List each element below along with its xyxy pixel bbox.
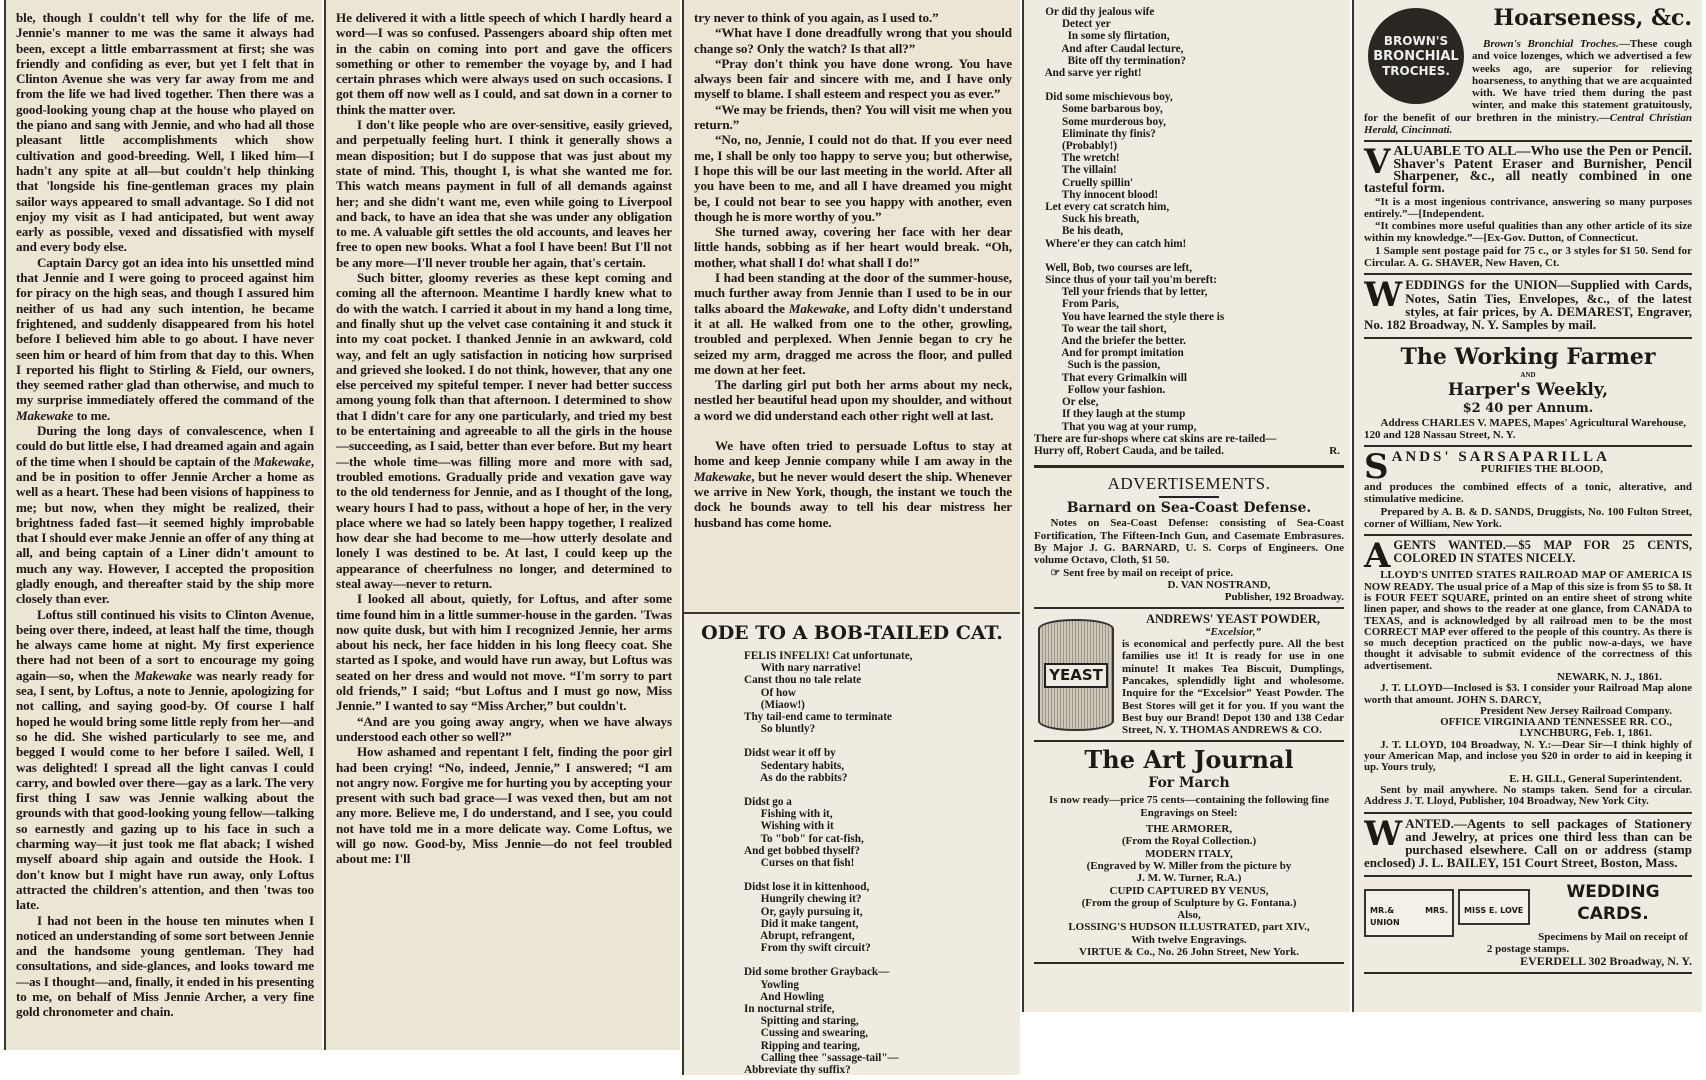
text-line — [1034, 250, 1344, 262]
story-paragraph: I had not been in the house ten minutes when I noticed an understanding of some sort between Jennie and the handsome young gentleman. They had consultations, and side-glances, and looks toward me—as I thought—and, finally, it ended in his presenting to me, on behalf of Miss Jennie Archer, a very fine gold chronometer and chain. — [16, 912, 314, 1020]
text-line: Didst go a — [744, 796, 792, 809]
text-line: Did it make tangent, — [744, 917, 859, 930]
ad-subtitle: For March — [1148, 775, 1230, 792]
ad-barnard — [1034, 502, 1344, 603]
text-line: Or did thy jealous wife — [1034, 6, 1155, 18]
text-line: LOSSING'S HUDSON ILLUSTRATED, part XIV., — [1068, 921, 1310, 934]
text-line: Ripping and tearing, — [744, 1039, 860, 1052]
text-line: (From the group of Sculpture by G. Fontana.) — [1081, 896, 1297, 909]
text-line: VIRTUE & Co., No. 26 John Street, New York. — [1079, 946, 1299, 959]
story-paragraph: She turned away, covering her face with her dear little hands, sobbing as if her heart would break. “Oh, mother, what shall I do! what shall I do!” — [694, 224, 1012, 270]
text-line: Thy tail-end came to terminate — [744, 711, 892, 724]
poem-lines-1 — [684, 650, 1020, 1075]
text-line — [744, 784, 1020, 796]
text-line: As do the rabbits? — [744, 771, 848, 784]
text-line — [744, 954, 1020, 966]
story-column-2 — [324, 0, 680, 1050]
story-paragraph: Captain Darcy got an idea into his unsettled mind that Jennie and I were going to proceed against him for piracy on the high seas, and though I assured him neither of us had any such intention, he became frightened, and suddenly disappeared from his hotel before I believed him able to go about. I have never seen him or heard of him from that day to this. When I reported his flight to Stirling & Field, our owners, they seemed rather glad than otherwise, and much to my surprise immediately offered the command of the Makewake to me. — [16, 254, 314, 423]
story-paragraph: I don't like people who are over-sensitive, easily grieved, and perpetually feeling hurt. I think it generally shows a mean disposition; but I do suppose that was just about my state of mind. This, thought I, is what she wanted me for. This watch means payment in full of all demands against her; and she didn't want me, even while going to Liverpool and back, to have an idea that she was under any obligation to me. A valuable gift settles the old accounts, and leaves her free to open new books. What a fool I have been! But I'll not be any more—I'll never trouble her again, that's certain. — [336, 117, 672, 270]
text-line: That every Grimalkin will — [1034, 371, 1187, 384]
text-line: Thy innocent blood! — [1034, 188, 1159, 201]
logo-line: TROCHES. — [1382, 63, 1450, 78]
text-line: Cussing and swearing, — [744, 1027, 869, 1040]
text-line: Be his death, — [1034, 225, 1124, 238]
ad-publisher: D. VAN NOSTRAND, — [1167, 578, 1271, 591]
text-line: Since thus of your tail you'm bereft: — [1034, 274, 1217, 287]
ad-items — [1034, 823, 1344, 958]
yeast-can-image — [1038, 619, 1114, 731]
text-line: MODERN ITALY, — [1145, 847, 1233, 860]
text-line: And get bobbed thyself? — [744, 844, 860, 857]
text-line: Did some mischievous boy, — [1034, 91, 1173, 104]
text-line: Didst lose it in kittenhood, — [744, 881, 870, 894]
text-line: Follow your fashion. — [1034, 383, 1166, 396]
text-line — [1034, 79, 1344, 91]
drop-cap: A — [1364, 536, 1391, 577]
text-line: Abrupt, refrangent, — [744, 930, 855, 943]
ad-wedding-cards — [1364, 881, 1692, 968]
text-line: With nary narrative! — [744, 662, 862, 675]
ad-title: ANDS' SARSAPARILLA — [1391, 451, 1610, 466]
column-3 — [682, 0, 1020, 1075]
ad-sands-sarsaparilla — [1364, 451, 1692, 530]
text-line: And Howling — [744, 990, 824, 1003]
text-line: To wear the tail short, — [1034, 322, 1167, 335]
ad-quote: “It combines more useful qualities than any other article of its size within my knowledge.”—[Ex-Gov. Dutton, of Connecticut. — [1364, 220, 1692, 245]
story-paragraph: ble, though I couldn't tell why for the life of me. Jennie's manner to me was the same it always had been, except a little embarrassment at first; she was friendly and confiding as ever, but yet I felt that in Clinton Avenue she was very far away from me and from the life we had lived together. Then there was a good-looking young chap at the house who played on the piano and sang with Jennie, and who had all those pleasant little accomplishments which show cultivation and good-breeding. Well, I liked him—I hadn't any spite at all—but couldn't help thinking that 'longside his fine-gentleman graces my plain sailor ways appeared to small advantage. So I did not enjoy my visit as I had anticipated, but went away early as possible, vexed and dissatisfied with myself and every body else. — [16, 10, 314, 255]
ad-place: LYNCHBURG, Feb. 1, 1861. — [1519, 727, 1652, 740]
ad-title: ANDREWS' YEAST POWDER, — [1146, 613, 1320, 627]
text-line: And for prompt imitation — [1034, 347, 1184, 360]
story-paragraph: “No, no, Jennie, I could not do that. If you ever need me, I shall be only too happy to serve you; but otherwise, I hope this will be our last meeting in the world. After all you have been to me, and all I have dreamed you might be, I could not bear to see you happy with another, even though he is more worthy of you.” — [694, 132, 1012, 224]
ad-source: Central Christian Herald, Cincinnati. — [1364, 111, 1692, 137]
ad-title: GENTS WANTED.—$5 MAP FOR 25 CENTS, COLORED IN STATES NICELY. — [1393, 538, 1692, 565]
text-line: Yowling — [744, 978, 799, 991]
text-line: Eliminate thy finis? — [1034, 127, 1156, 140]
text-line: In some sly flirtation, — [1034, 30, 1170, 43]
text-line — [744, 735, 1020, 747]
poem-lines-2 — [1034, 6, 1344, 457]
ad-intro: Is now ready—price 75 cents—containing the following fine Engravings on Steel: — [1049, 794, 1329, 819]
ad-quote: “It is a most ingenious contrivance, answering so many purposes entirely.”—[Independent. — [1364, 195, 1692, 220]
story-paragraph: “Pray don't think you have done wrong. You have always been fair and sincere with me, and I have only myself to blame. I shall esteem and respect you as ever.” — [694, 55, 1012, 102]
ad-footer: EVERDELL 302 Broadway, N. Y. — [1520, 954, 1692, 968]
ad-footer: Sent by mail anywhere. No stamps taken. Send for a circular. Address J. T. Lloyd, Publisher, 104 Broadway, New York City. — [1364, 783, 1692, 808]
ad-wanted — [1364, 818, 1692, 871]
ad-subtitle: “Excelsior,” — [1205, 625, 1261, 638]
story-paragraph: How ashamed and repentant I felt, finding the poor girl had been crying! “No, indeed, Jennie,” I answered; “I am not angry now. Forgive me for hurting you by accepting your present with such bad grace—I was vexed then, but am not any more. Believe me, I do understand, and I see, you could not have told me in a more delicate way. Come Loftus, we will go now. Good-by, Miss Jennie—do not feel troubled about me: I'll — [336, 744, 672, 867]
yeast-can-label: YEAST — [1044, 663, 1108, 687]
text-line: Detect yer — [1034, 18, 1111, 31]
text-line: Hungrily chewing it? — [744, 893, 862, 906]
text-line: (Miaow!) — [744, 698, 805, 711]
ad-body: ANTED.—Agents to sell packages of Stationery and Jewelry, at prices one third less than can be purchased elsewhere. Call on or address (stamp enclosed) J. L. BAILEY, 151 Court Street, Boston, Mass. — [1364, 817, 1692, 871]
ad-place: OFFICE VIRGINIA AND TENNESSEE RR. CO., — [1440, 716, 1672, 729]
column-5 — [1352, 0, 1702, 1012]
ad-signature: E. H. GILL, General Superintendent. — [1509, 772, 1682, 785]
ad-body: Notes on Sea-Coast Defense: consisting of Sea-Coast Fortification, The Fifteen-Inch Gun, and Casemate Embrasures. By Major J. G. BARNARD, U. S. Corps of Engineers. One volume Octavo, Cloth, $1 50. — [1034, 517, 1344, 567]
ad-subtitle: PURIFIES THE BLOOD, — [1480, 463, 1603, 476]
story-paragraph: We have often tried to persuade Loftus to stay at home and keep Jennie company while I am away in the Makewake, but he never would desert the ship. Whenever we arrive in New York, though, the instant we touch the dock he bounds away to tell his dear mistress her husband has come home. — [694, 438, 1012, 530]
wedding-card-image: MR.& MRS. UNION — [1364, 889, 1454, 938]
text-line: (From the Royal Collection.) — [1121, 835, 1257, 848]
ad-browns-troches — [1364, 4, 1692, 136]
story-paragraph: The darling girl put both her arms about my neck, nestled her beautiful head upon my shoulder, and without a word we did understand each other right well at last. — [694, 377, 1012, 423]
ad-title: The Working Farmer — [1400, 343, 1656, 370]
text-line: Tell your friends that by letter, — [1034, 286, 1208, 299]
ad-title: The Art Journal — [1084, 745, 1294, 775]
ad-body: ALUABLE TO ALL—Who use the Pen or Pencil. Shaver's Patent Eraser and Burnisher, Pencil Sharpener, &c., all neatly combined in one tasteful form. — [1364, 144, 1692, 197]
text-line: Suck his breath, — [1034, 213, 1140, 226]
ad-body: —These cough and voice lozenges, which we advertised a few weeks ago, are superior for relieving hoarseness, to anything that we are acquainted with. We have tried them during the past winter, and make this statement gratuitously, for the benefit of our brethren in the ministry.— — [1364, 38, 1692, 124]
story-paragraph: During the long days of convalescence, when I could do but little else, I had dreamed again and again of the time when I should be captain of the Makewake, and be in position to offer Jennie Archer a home as well as a heart. These had been visions of happiness to me; but now, when they might be realized, their brightness faded fast—it seemed highly improbable that I should ever make Jennie an offer of any thing at all, and being captain of a Liner didn't amount to much any way. However, I accepted the proposition gladly enough, and thereafter staid by the ship more closely than ever. — [16, 423, 314, 607]
text-line: Where'er they can catch him! — [1034, 237, 1187, 250]
story-paragraph: try never to think of you again, as I used to.” — [694, 10, 939, 25]
ad-title: Hoarseness, &c. — [1493, 5, 1692, 31]
ad-body: Specimens by Mail on receipt of 2 postage stamps. — [1486, 930, 1688, 956]
text-line: FELIS INFELIX! Cat unfortunate, — [744, 650, 913, 662]
poem-signature: R. — [1329, 445, 1340, 458]
drop-cap: S — [1364, 451, 1389, 488]
ad-note: ☞ Sent free by mail on receipt of price. — [1050, 566, 1234, 579]
ad-and: AND — [1520, 370, 1536, 379]
text-line: Abbreviate thy suffix? — [744, 1064, 851, 1075]
text-line — [744, 869, 1020, 881]
story-paragraph: He delivered it with a little speech of which I hardly heard a word—I was so confused. Passengers aboard ship often met in the cabin on coming into port and gave the officers something or other to remember the voyage by, and I had certain phrases which were always used on such occasions. I got them off now well as I could, and sat down in a corner to think the matter over. — [336, 10, 672, 117]
text-line: Let every cat scratch him, — [1034, 201, 1170, 214]
text-line: To "bob" for cat-fish, — [744, 832, 864, 845]
text-line: CUPID CAPTURED BY VENUS, — [1109, 884, 1269, 897]
ad-title-2: Harper's Weekly, — [1447, 379, 1609, 400]
text-line: Didst wear it off by — [744, 747, 836, 760]
text-line: And after Caudal lecture, — [1034, 42, 1184, 55]
text-line: Or else, — [1034, 396, 1099, 409]
ad-address: Publisher, 192 Broadway. — [1224, 591, 1344, 604]
text-line: And sarve yer right! — [1034, 67, 1142, 80]
story-column-1 — [4, 0, 322, 1050]
ad-footer: Prepared by A. B. & D. SANDS, Druggists, No. 100 Fulton Street, corner of William, New York. — [1364, 505, 1692, 531]
text-line: Curses on that fish! — [744, 857, 855, 870]
text-line: That you wag at your rump, — [1034, 420, 1197, 433]
ad-footer: 1 Sample sent postage paid for 75 c., or 3 styles for $1 50. Send for Circular. A. G. SHAVER, New Haven, Ct. — [1364, 244, 1692, 270]
ad-body: LLOYD'S UNITED STATES RAILROAD MAP OF AMERICA IS NOW READY. The usual price of a Map of this size is from $5 to $8. It is FOUR FEET SQUARE, printed on an entire sheet of strong white linen paper, and shows to the reader at one glance, from CANADA to TEXAS, and is acknowledged by all railroad men to be the most CORRECT MAP ever offered to the people of this country. As there is so much deception practiced on the public now-a-days, we have thought it advisable to submit evidence of the correctness of this advertisement. — [1364, 569, 1692, 672]
ad-art-journal — [1034, 746, 1344, 958]
text-line: From thy swift circuit? — [744, 942, 871, 955]
ad-body: is economical and perfectly pure. All the best families use it! It is ready for use in one minute! It makes Tea Biscuit, Dumplings, Pancakes, splendidly light and wholesome. Inquire for the “Excelsior” Yeast Powder. The Best Stores will get it for you. If you want the Best buy our Brand! Depot 130 and 138 Cedar Street, N. Y. THOMAS ANDREWS & CO. — [1122, 638, 1344, 737]
text-line: Hurry off, Robert Cauda, and be tailed. — [1034, 444, 1224, 457]
ad-weddings-for-the-union — [1364, 279, 1692, 332]
text-line: (Probably!) — [1034, 140, 1118, 153]
text-line: If they laugh at the stump — [1034, 408, 1186, 421]
poem-part-1 — [684, 612, 1020, 1075]
text-line: Also, — [1177, 909, 1201, 922]
ad-title: WEDDING CARDS. — [1566, 881, 1660, 924]
ad-working-farmer — [1364, 343, 1692, 442]
ad-price: $2 40 per Annum. — [1462, 400, 1594, 416]
text-line: Cruelly spillin' — [1034, 176, 1134, 189]
ad-letter: J. T. LLOYD—Inclosed is $3. I consider your Railroad Map alone worth that amount. JOHN S. DARCY, — [1364, 682, 1692, 706]
ad-address: Address CHARLES V. MAPES, Mapes' Agricultural Warehouse, 120 and 128 Nassau Street, N. Y. — [1364, 416, 1686, 441]
text-line: Did some brother Grayback— — [744, 966, 890, 979]
text-line: Of how — [744, 686, 796, 699]
text-line: Or, gayly pursuing it, — [744, 905, 863, 918]
text-line: From Paris, — [1034, 298, 1119, 311]
text-line: With twelve Engravings. — [1131, 933, 1247, 946]
text-line: THE ARMORER, — [1145, 823, 1233, 836]
story-paragraph: “And are you going away angry, when we have always understood each other so well?” — [336, 713, 672, 744]
text-line: In nocturnal strife, — [744, 1003, 835, 1016]
ad-signature: President New Jersey Railroad Company. — [1480, 704, 1672, 717]
column-4 — [1022, 0, 1350, 1012]
text-line: So bluntly? — [744, 723, 816, 736]
text-line: And the briefer the better. — [1034, 335, 1186, 348]
ad-yeast-powder — [1034, 613, 1344, 736]
drop-cap: V — [1364, 142, 1391, 183]
text-line: Fishing with it, — [744, 808, 833, 821]
text-line: The wretch! — [1034, 152, 1120, 165]
ad-valuable-to-all — [1364, 142, 1692, 270]
drop-cap: W — [1364, 817, 1403, 854]
logo-line: BRONCHIAL — [1373, 48, 1459, 64]
ad-body: EDDINGS for the UNION—Supplied with Cards, Notes, Satin Ties, Envelopes, &c., of the latest styles, at fair prices, by A. DEMAREST, Engraver, No. 182 Broadway, N. Y. Samples by mail. — [1364, 279, 1692, 333]
browns-bronchial-troches-logo — [1368, 8, 1464, 104]
text-line: Some murderous boy, — [1034, 115, 1166, 128]
text-line: You have learned the style there is — [1034, 310, 1225, 323]
text-line: There are fur-shops where cat skins are re-tailed— — [1034, 432, 1277, 445]
text-line: Bite off thy termination? — [1034, 54, 1186, 67]
ad-agents-wanted — [1364, 536, 1692, 808]
story-paragraph: “What have I done dreadfully wrong that you should change so? Only the watch? Is that all?” — [694, 25, 1012, 56]
story-paragraph: Such bitter, gloomy reveries as these kept coming and coming all the afternoon. Meantime I hardly knew what to do with the watch. I carried it about in my hand a long time, and finally shut up the velvet case containing it and stuck it into my coat pocket. I thanked Jennie in an awkward, cold way, and felt an ugly satisfaction in noticing how surprised and grieved she looked. I do not think, however, that any one else perceived my spiteful temper. I never had better success among young folk than that afternoon. I determined to show that I didn't care for any one particularly, and tried my best to be entertaining and agreeable to all the girls in the house—succeeding, as I said, better than ever before. But my heart—the whole time—was filling more and more with sad, troubled emotions. Gradually pride and vexation gave way to the old tenderness for Jennie, and as I thought of the long, weary hours I had to pass, without a hope of her, in the very place where we had so lately been happy together, I realized how dear she had become to me—how utterly desolate and lonely I was destined to be. At last, I could keep up the appearance of cheerfulness no longer, and determined to steal away—never to return. — [336, 270, 672, 591]
ad-title: Barnard on Sea-Coast Defense. — [1066, 500, 1312, 517]
text-line: J. M. W. Turner, R.A.) — [1136, 872, 1242, 885]
text-line: (Engraved by W. Miller from the picture by — [1086, 859, 1292, 872]
text-line: Some barbarous boy, — [1034, 103, 1163, 116]
text-line: Calling thee "sassage-tail"— — [744, 1051, 899, 1064]
story-paragraph: I had been standing at the door of the summer-house, much further away from Jennie than I used to be in our talks aboard the Makewake, and Lofty didn't understand it at all. He walked from one to the other, growling, troubled and perplexed. When Jennie began to cry he seized my arm, dragged me across the floor, and pulled me down at her feet. — [694, 270, 1013, 377]
ad-place: NEWARK, N. J., 1861. — [1557, 670, 1662, 683]
story-paragraph: “We may be friends, then? You will visit me when you return.” — [694, 101, 1012, 133]
text-line: Spitting and staring, — [744, 1015, 859, 1028]
text-line: Wishing with it — [744, 820, 834, 833]
story-paragraph: I looked all about, quietly, for Loftus, and after some time found him in a little summer-house in the garden. 'Twas now quite dusk, but with him I recognized Jennie, her arms about his neck, her face hidden in his long fleecy coat. She started as I spoke, and would have run away, but Loftus was seated on her dress and would not move. “I'm sorry to part old friends,” I said; “but Loftus and I must go now, Miss Jennie.” I wanted to say “Miss Archer,” but couldn't. — [336, 591, 672, 714]
story-conclusion — [684, 0, 1020, 610]
logo-line: BROWN'S — [1383, 33, 1449, 48]
ad-letter: J. T. LLOYD, 104 Broadway, N. Y.:—Dear Sir—I think highly of your American Map, and inclose you $20 in order to aid in keeping it up. Yours truly, — [1364, 738, 1692, 774]
ad-body: and produces the combined effects of a tonic, alterative, and stimulative medicine. — [1364, 481, 1692, 506]
text-line: Sedentary habits, — [744, 759, 845, 772]
poem-title: ODE TO A BOB-TAILED CAT. — [701, 622, 1003, 644]
text-line: Well, Bob, two courses are left, — [1034, 261, 1193, 274]
text-line: The villain! — [1034, 164, 1117, 177]
wedding-card-image: MISS E. LOVE — [1458, 889, 1530, 925]
ad-product-name: Brown's Bronchial Troches. — [1483, 38, 1619, 50]
text-line: Such is the passion, — [1034, 359, 1161, 372]
text-line: Canst thou no tale relate — [744, 674, 862, 687]
story-paragraph: Loftus still continued his visits to Clinton Avenue, being over there, indeed, at least half the time, though he always came home at night. My first experience there had not been of a sort to encourage my going again—so, when the Makewake was nearly ready for sea, I sent, by Loftus, a note to Jennie, apologizing for not calling, and saying good-by. Of course I half hoped he would bring some little reply from her—and so he did. She wished particularly to see me, and begged I would come to her before I sailed. Well, I was delighted! I spread all the light canvas I could carry, and bowled over there—gay as a lark. The very first thing I saw was Jennie walking about the grounds with that good-looking young fellow—talking so earnestly and gazing up to his face in such a charming way—it just took me flat aback; I wished myself aboard ship again and outside the Hook. I don't know but I might have run away, only Loftus attracted the children's attention, and then 'twas too late. — [16, 606, 314, 913]
advertisements-header: ADVERTISEMENTS. — [1107, 474, 1271, 494]
drop-cap: W — [1364, 279, 1403, 316]
